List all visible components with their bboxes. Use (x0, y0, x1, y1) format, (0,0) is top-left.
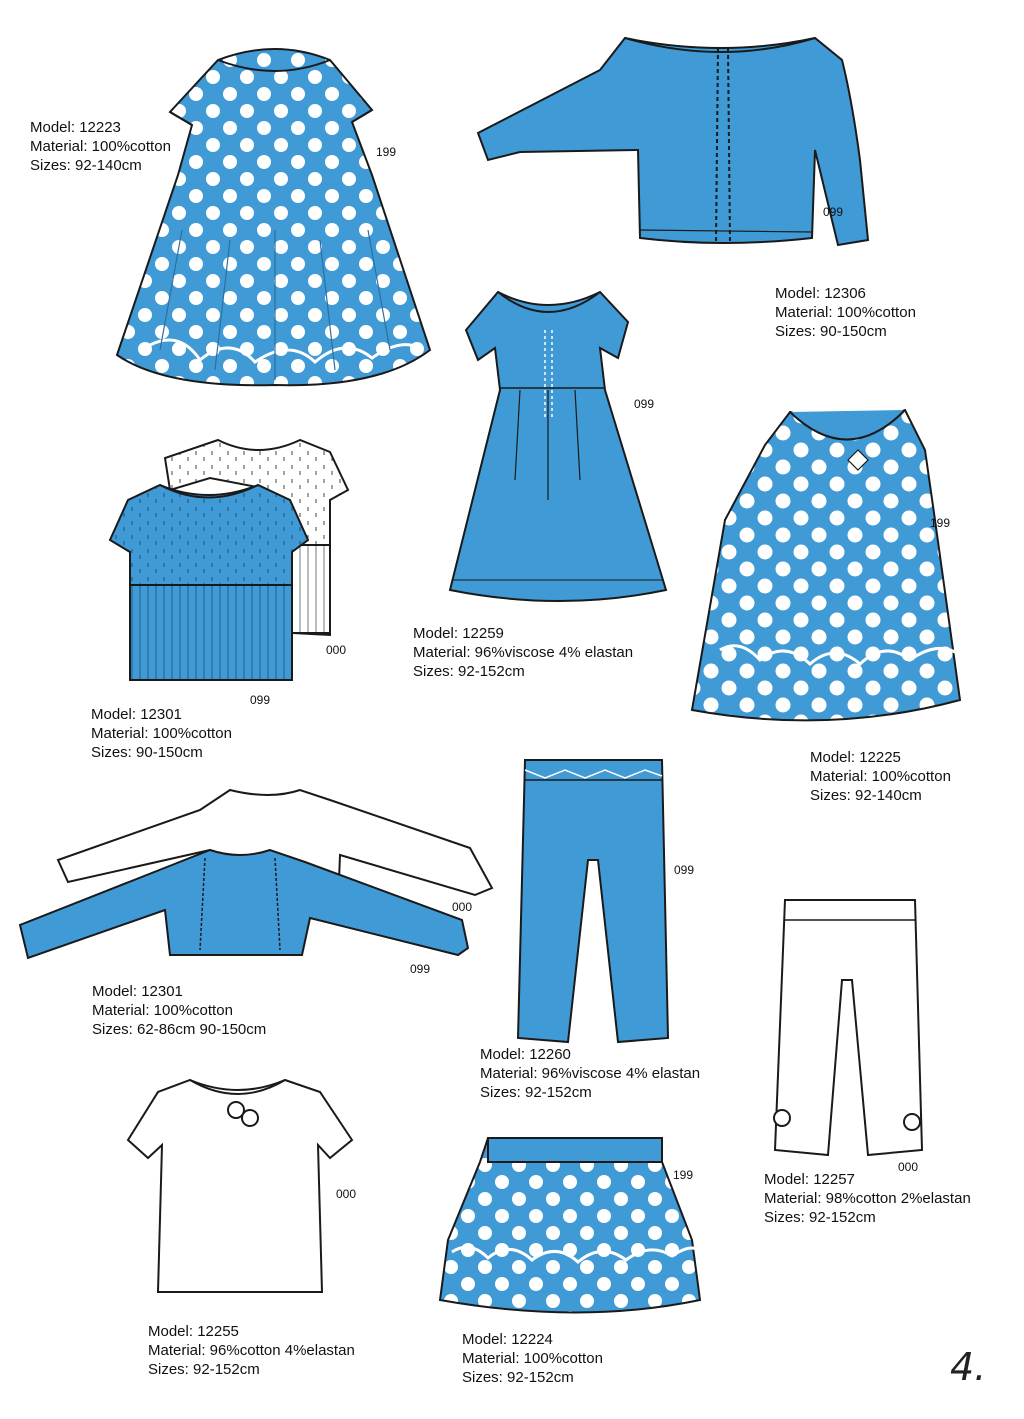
cardigan-12306-illustration (478, 38, 868, 245)
color-code: 099 (823, 205, 844, 219)
color-code: 099 (674, 863, 695, 877)
model-text: Model: 12223 (30, 119, 121, 136)
sizes-text: Sizes: 92-152cm (148, 1361, 260, 1378)
sizes-text: Sizes: 62-86cm 90-150cm (92, 1021, 267, 1038)
item-label-12259 (413, 624, 633, 681)
item-label-12260 (480, 1045, 700, 1102)
material-text: Material: 100%cotton (462, 1350, 603, 1367)
top-12301-blue-illustration (110, 485, 308, 680)
model-text: Model: 12306 (775, 285, 866, 302)
model-text: Model: 12259 (413, 625, 504, 642)
material-text: Material: 96%cotton 4%elastan (148, 1342, 355, 1359)
color-code: 000 (326, 643, 347, 657)
sizes-text: Sizes: 92-152cm (413, 663, 525, 680)
sizes-text: Sizes: 92-140cm (810, 787, 922, 804)
color-code: 199 (930, 516, 951, 530)
leggings-12260-illustration (518, 760, 668, 1042)
sizes-text: Sizes: 90-150cm (91, 744, 203, 761)
model-text: Model: 12224 (462, 1331, 553, 1348)
sizes-text: Sizes: 92-140cm (30, 157, 142, 174)
color-code: 199 (673, 1168, 694, 1182)
color-code: 099 (410, 962, 431, 976)
leggings-12257-illustration (774, 900, 922, 1155)
material-text: Material: 100%cotton (810, 768, 951, 785)
color-code: 099 (250, 693, 271, 707)
item-label-12306 (775, 284, 916, 341)
tshirt-12255-illustration (128, 1080, 352, 1292)
material-text: Material: 100%cotton (30, 138, 171, 155)
sizes-text: Sizes: 92-152cm (764, 1209, 876, 1226)
page-number: 4. (950, 1345, 987, 1389)
color-code: 000 (336, 1187, 357, 1201)
sizes-text: Sizes: 92-152cm (462, 1369, 574, 1386)
dress-12225-illustration (692, 410, 960, 720)
item-label-12224 (462, 1330, 603, 1387)
item-label-12301-bolero (92, 982, 266, 1039)
material-text: Material: 100%cotton (92, 1002, 233, 1019)
item-label-12257 (764, 1170, 971, 1227)
model-text: Model: 12301 (92, 983, 183, 1000)
item-label-12301-top (91, 705, 232, 762)
item-label-12225 (810, 748, 951, 805)
color-code: 000 (452, 900, 473, 914)
color-code: 099 (634, 397, 655, 411)
material-text: Material: 100%cotton (91, 725, 232, 742)
sizes-text: Sizes: 92-152cm (480, 1084, 592, 1101)
color-code: 000 (898, 1160, 919, 1174)
material-text: Material: 100%cotton (775, 304, 916, 321)
model-text: Model: 12225 (810, 749, 901, 766)
material-text: Material: 96%viscose 4% elastan (480, 1065, 701, 1082)
model-text: Model: 12255 (148, 1323, 239, 1340)
material-text: Material: 98%cotton 2%elastan (764, 1190, 971, 1207)
sizes-text: Sizes: 90-150cm (775, 323, 887, 340)
skirt-12224-illustration (440, 1138, 700, 1313)
dress-12259-illustration (450, 292, 666, 601)
item-label-12223 (30, 118, 171, 175)
color-code: 199 (376, 145, 397, 159)
material-text: Material: 96%viscose 4% elastan (413, 644, 634, 661)
model-text: Model: 12260 (480, 1046, 571, 1063)
model-text: Model: 12257 (764, 1171, 855, 1188)
dress-12223-illustration (117, 49, 430, 385)
item-label-12255 (148, 1322, 355, 1379)
model-text: Model: 12301 (91, 706, 182, 723)
